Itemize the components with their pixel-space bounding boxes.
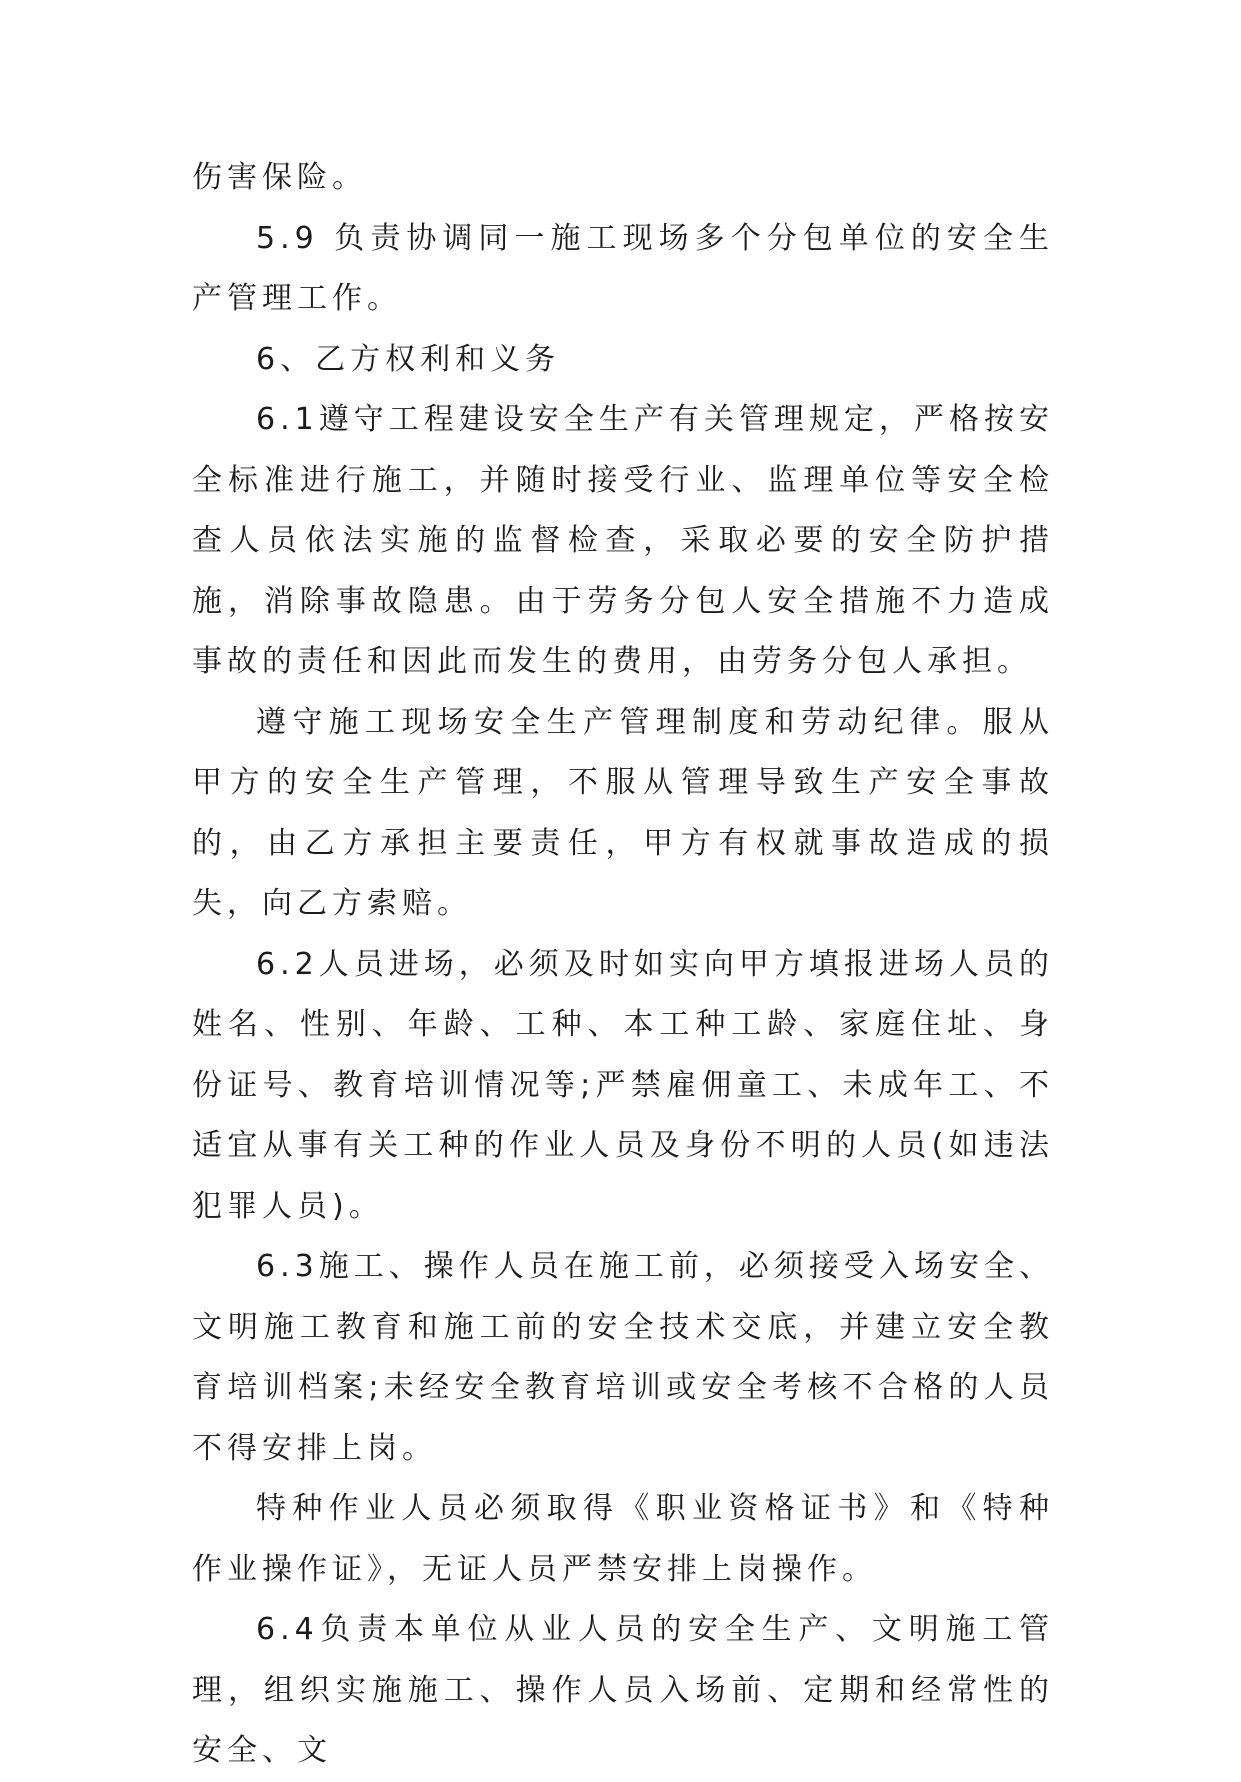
paragraph: 5.9 负责协调同一施工现场多个分包单位的安全生产管理工作。: [192, 220, 1054, 316]
paragraph: 6.4负责本单位从业人员的安全生产、文明施工管理，组织实施施工、操作人员入场前、定期和经常性的安全、文: [192, 1612, 1054, 1768]
paragraph: 6.3施工、操作人员在施工前，必须接受入场安全、文明施工教育和施工前的安全技术交底，并建立安全教育培训档案;未经安全教育培训或安全考核不合格的人员不得安排上岗。: [192, 1249, 1054, 1466]
paragraph: 伤害保险。: [192, 160, 367, 195]
paragraph: 遵守施工现场安全生产管理制度和劳动纪律。服从甲方的安全生产管理，不服从管理导致生产安全事故的，由乙方承担主要责任，甲方有权就事故造成的损失，向乙方索赔。: [192, 704, 1054, 921]
paragraph: 6.1遵守工程建设安全生产有关管理规定，严格按安全标准进行施工，并随时接受行业、监理单位等安全检查人员依法实施的监督检查，采取必要的安全防护措施，消除事故隐患。由于劳务分包人安全措施不力造成事故的责任和因此而发生的费用，由劳务分包人承担。: [192, 402, 1054, 679]
paragraph: 特种作业人员必须取得《职业资格证书》和《特种作业操作证》，无证人员严禁安排上岗操作。: [192, 1491, 1054, 1587]
document-body: [192, 148, 1054, 1782]
paragraph: 6.2人员进场，必须及时如实向甲方填报进场人员的姓名、性别、年龄、工种、本工种工龄、家庭住址、身份证号、教育培训情况等;严禁雇佣童工、未成年工、不适宜从事有关工种的作业人员及身份不明的人员(如违法犯罪人员)。: [192, 946, 1054, 1224]
section-heading: 6、乙方权利和义务: [256, 341, 561, 377]
